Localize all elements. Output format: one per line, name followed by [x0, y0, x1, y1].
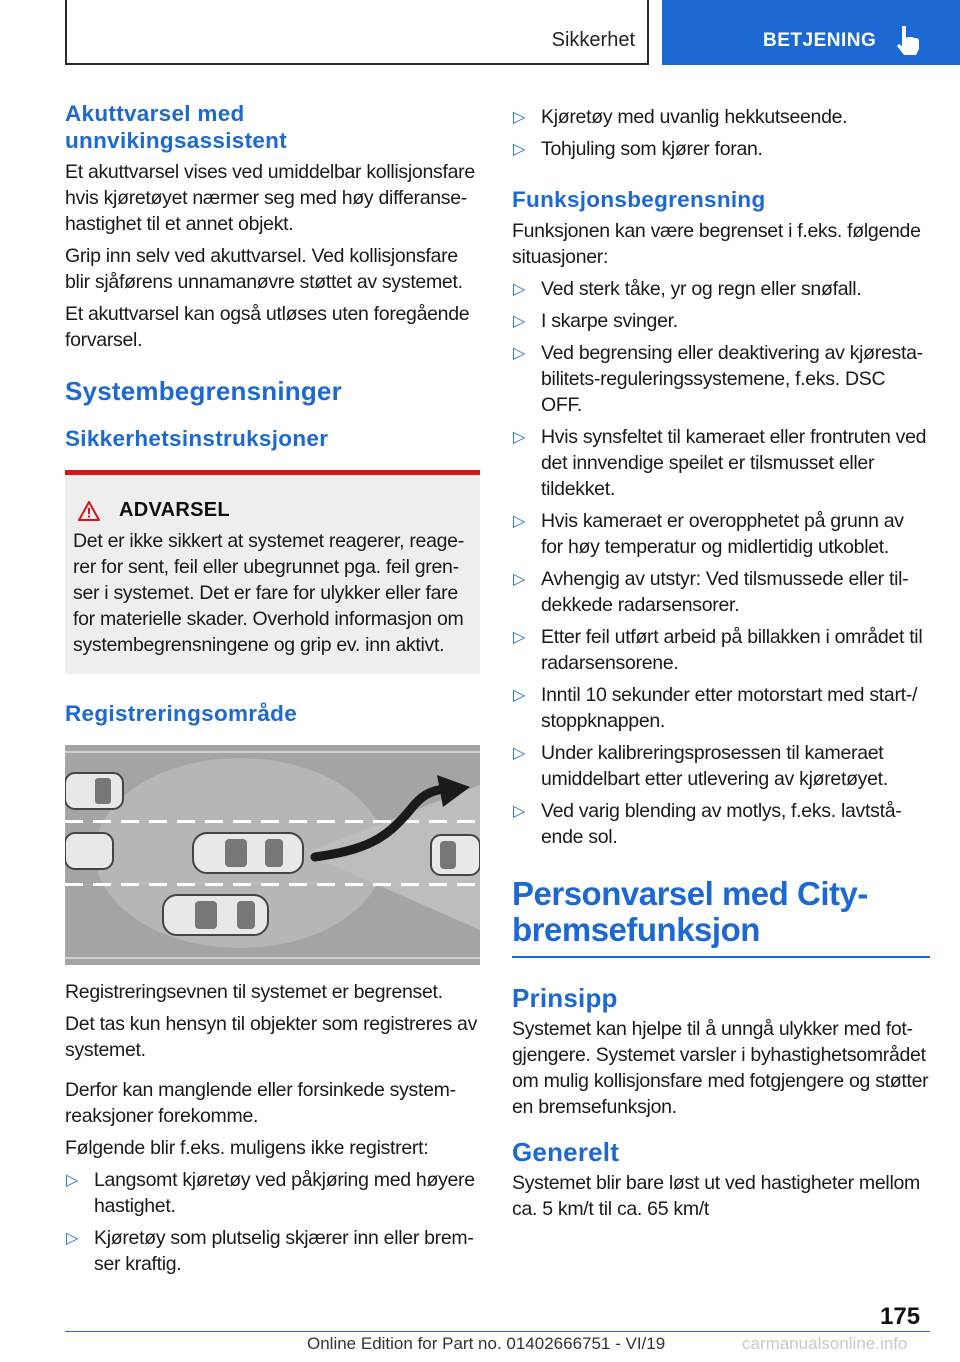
list-item: ▷ Under kalibreringsprosessen til kameraet umiddelbart etter utlevering av kjøretøyet.	[513, 742, 888, 790]
list-item: ▷ Kjøretøy som plutselig skjærer inn eller bremser kraftig.	[66, 1227, 474, 1275]
heading-generelt: Generelt	[512, 1137, 620, 1167]
list-item: ▷ Langsomt kjøretøy ved påkjøring med høyere hastighet.	[66, 1169, 475, 1217]
paragraph-akuttvarsel-2: Grip inn selv ved akuttvarsel. Ved kollisjonsfare blir sjåførens unnamanøvre støttet av systemet.	[65, 245, 463, 293]
list-item: ▷ Etter feil utført arbeid på billakken i området til radarsensorene.	[513, 626, 923, 674]
heading-registreringsomrade: Registreringsområde	[65, 701, 298, 726]
paragraph-registrering-3: Derfor kan manglende eller forsinkede systemreaksjoner forekomme.	[65, 1079, 457, 1127]
paragraph-funksjonsbegrensning: Funksjonen kan være begrenset i f.eks. følgende situasjoner:	[512, 220, 921, 268]
heading-sikkerhetsinstruksjoner: Sikkerhetsinstruksjoner	[65, 426, 329, 451]
warning-text: Det er ikke sikkert at systemet reagerer, reagerer for sent, feil eller ubegrunnet pga. feil grenser i systemet. Det er fare for ulykker eller fare for materielle skader. Overhold informasjon om systembegrensningene og grip ev. inn aktivt.	[73, 530, 465, 656]
list-item: ▷ Ved begrensing eller deaktivering av kjørestabilitets-reguleringssystemene, f.eks. DSC OFF.	[513, 342, 924, 416]
heading-personvarsel: Personvarsel med City-bremsefunksjon	[512, 875, 868, 948]
header-chapter-title: BETJENING	[763, 30, 877, 51]
list-item: ▷ Avhengig av utstyr: Ved tilsmussede eller tildekkede radarsensorer.	[513, 568, 909, 616]
header-section-title: Sikkerhet	[551, 29, 635, 51]
triangle-bullet-icon: ▷	[66, 1230, 79, 1247]
warning-header	[78, 499, 468, 522]
triangle-bullet-icon: ▷	[513, 313, 526, 330]
triangle-bullet-icon: ▷	[513, 687, 526, 704]
section-divider	[512, 956, 930, 958]
list-not-detected-continued	[512, 104, 930, 162]
triangle-bullet-icon: ▷	[513, 109, 526, 126]
footer-edition: Online Edition for Part no. 01402666751 - VI/19	[307, 1334, 666, 1353]
pointing-hand-icon	[894, 24, 922, 56]
right-column	[512, 104, 930, 1228]
heading-prinsipp: Prinsipp	[512, 983, 618, 1013]
list-item: ▷ Tohjuling som kjører foran.	[512, 136, 930, 162]
paragraph-registrering-2: Det tas kun hensyn til objekter som registreres av systemet.	[65, 1013, 478, 1061]
footer-rule	[65, 1331, 930, 1332]
paragraph-generelt: Systemet blir bare løst ut ved hastigheter mellom ca. 5 km/t til ca. 65 km/t	[512, 1172, 920, 1220]
triangle-bullet-icon: ▷	[513, 745, 526, 762]
triangle-bullet-icon: ▷	[513, 803, 526, 820]
list-function-limits	[512, 276, 930, 850]
list-item: ▷ Ved sterk tåke, yr og regn eller snøfall.	[512, 276, 930, 302]
detection-area-illustration	[65, 745, 480, 965]
triangle-bullet-icon: ▷	[66, 1172, 79, 1189]
heading-funksjonsbegrensning: Funksjonsbegrensning	[512, 187, 766, 212]
list-item: ▷ Hvis synsfeltet til kameraet eller frontruten ved det innvendige speilet er tilsmusset eller tildekket.	[513, 426, 927, 500]
triangle-bullet-icon: ▷	[513, 513, 526, 530]
detection-area-drawing	[65, 745, 480, 965]
triangle-bullet-icon: ▷	[513, 571, 526, 588]
header-section-box	[65, 0, 649, 65]
triangle-bullet-icon: ▷	[513, 429, 526, 446]
triangle-bullet-icon: ▷	[513, 281, 526, 298]
paragraph-registrering-4: Følgende blir f.eks. muligens ikke registrert:	[65, 1137, 429, 1159]
header-chapter-tab	[662, 0, 960, 65]
warning-triangle-icon	[78, 501, 100, 521]
paragraph-prinsipp: Systemet kan hjelpe til å unngå ulykker med fotgjengere. Systemet varsler i byhastighetsområdet om mulig kollisjonsfare med fotgjengere og støtter en bremsefunksjon.	[512, 1018, 929, 1118]
heading-systembegrensninger: Systembegrensninger	[65, 376, 342, 406]
list-item: ▷ Hvis kameraet er overopphetet på grunn av for høy temperatur og midlertidig utkoblet.	[513, 510, 904, 558]
warning-title: ADVARSEL	[119, 499, 230, 521]
triangle-bullet-icon: ▷	[513, 629, 526, 646]
left-column	[65, 100, 480, 1283]
paragraph-akuttvarsel-1: Et akuttvarsel vises ved umiddelbar kollisjonsfare hvis kjøretøyet nærmer seg med høy differansehastighet til et annet objekt.	[65, 161, 475, 235]
footer-watermark: carmanualsonline.info	[742, 1334, 908, 1353]
paragraph-registrering-1: Registreringsevnen til systemet er begrenset.	[65, 981, 443, 1003]
page-number: 175	[880, 1303, 921, 1330]
warning-box	[65, 470, 480, 674]
heading-akuttvarsel: Akuttvarsel med unnvikingsassistent	[65, 101, 288, 153]
triangle-bullet-icon: ▷	[513, 345, 526, 362]
list-item: ▷ Kjøretøy med uvanlig hekkutseende.	[512, 104, 930, 130]
list-item: ▷ Inntil 10 sekunder etter motorstart med start-/ stoppknappen.	[513, 684, 918, 732]
triangle-bullet-icon: ▷	[513, 141, 526, 158]
list-item: ▷ I skarpe svinger.	[512, 308, 930, 334]
paragraph-akuttvarsel-3: Et akuttvarsel kan også utløses uten foregående forvarsel.	[65, 303, 470, 351]
list-item: ▷ Ved varig blending av motlys, f.eks. lavtstående sol.	[513, 800, 902, 848]
list-not-detected	[65, 1167, 480, 1277]
